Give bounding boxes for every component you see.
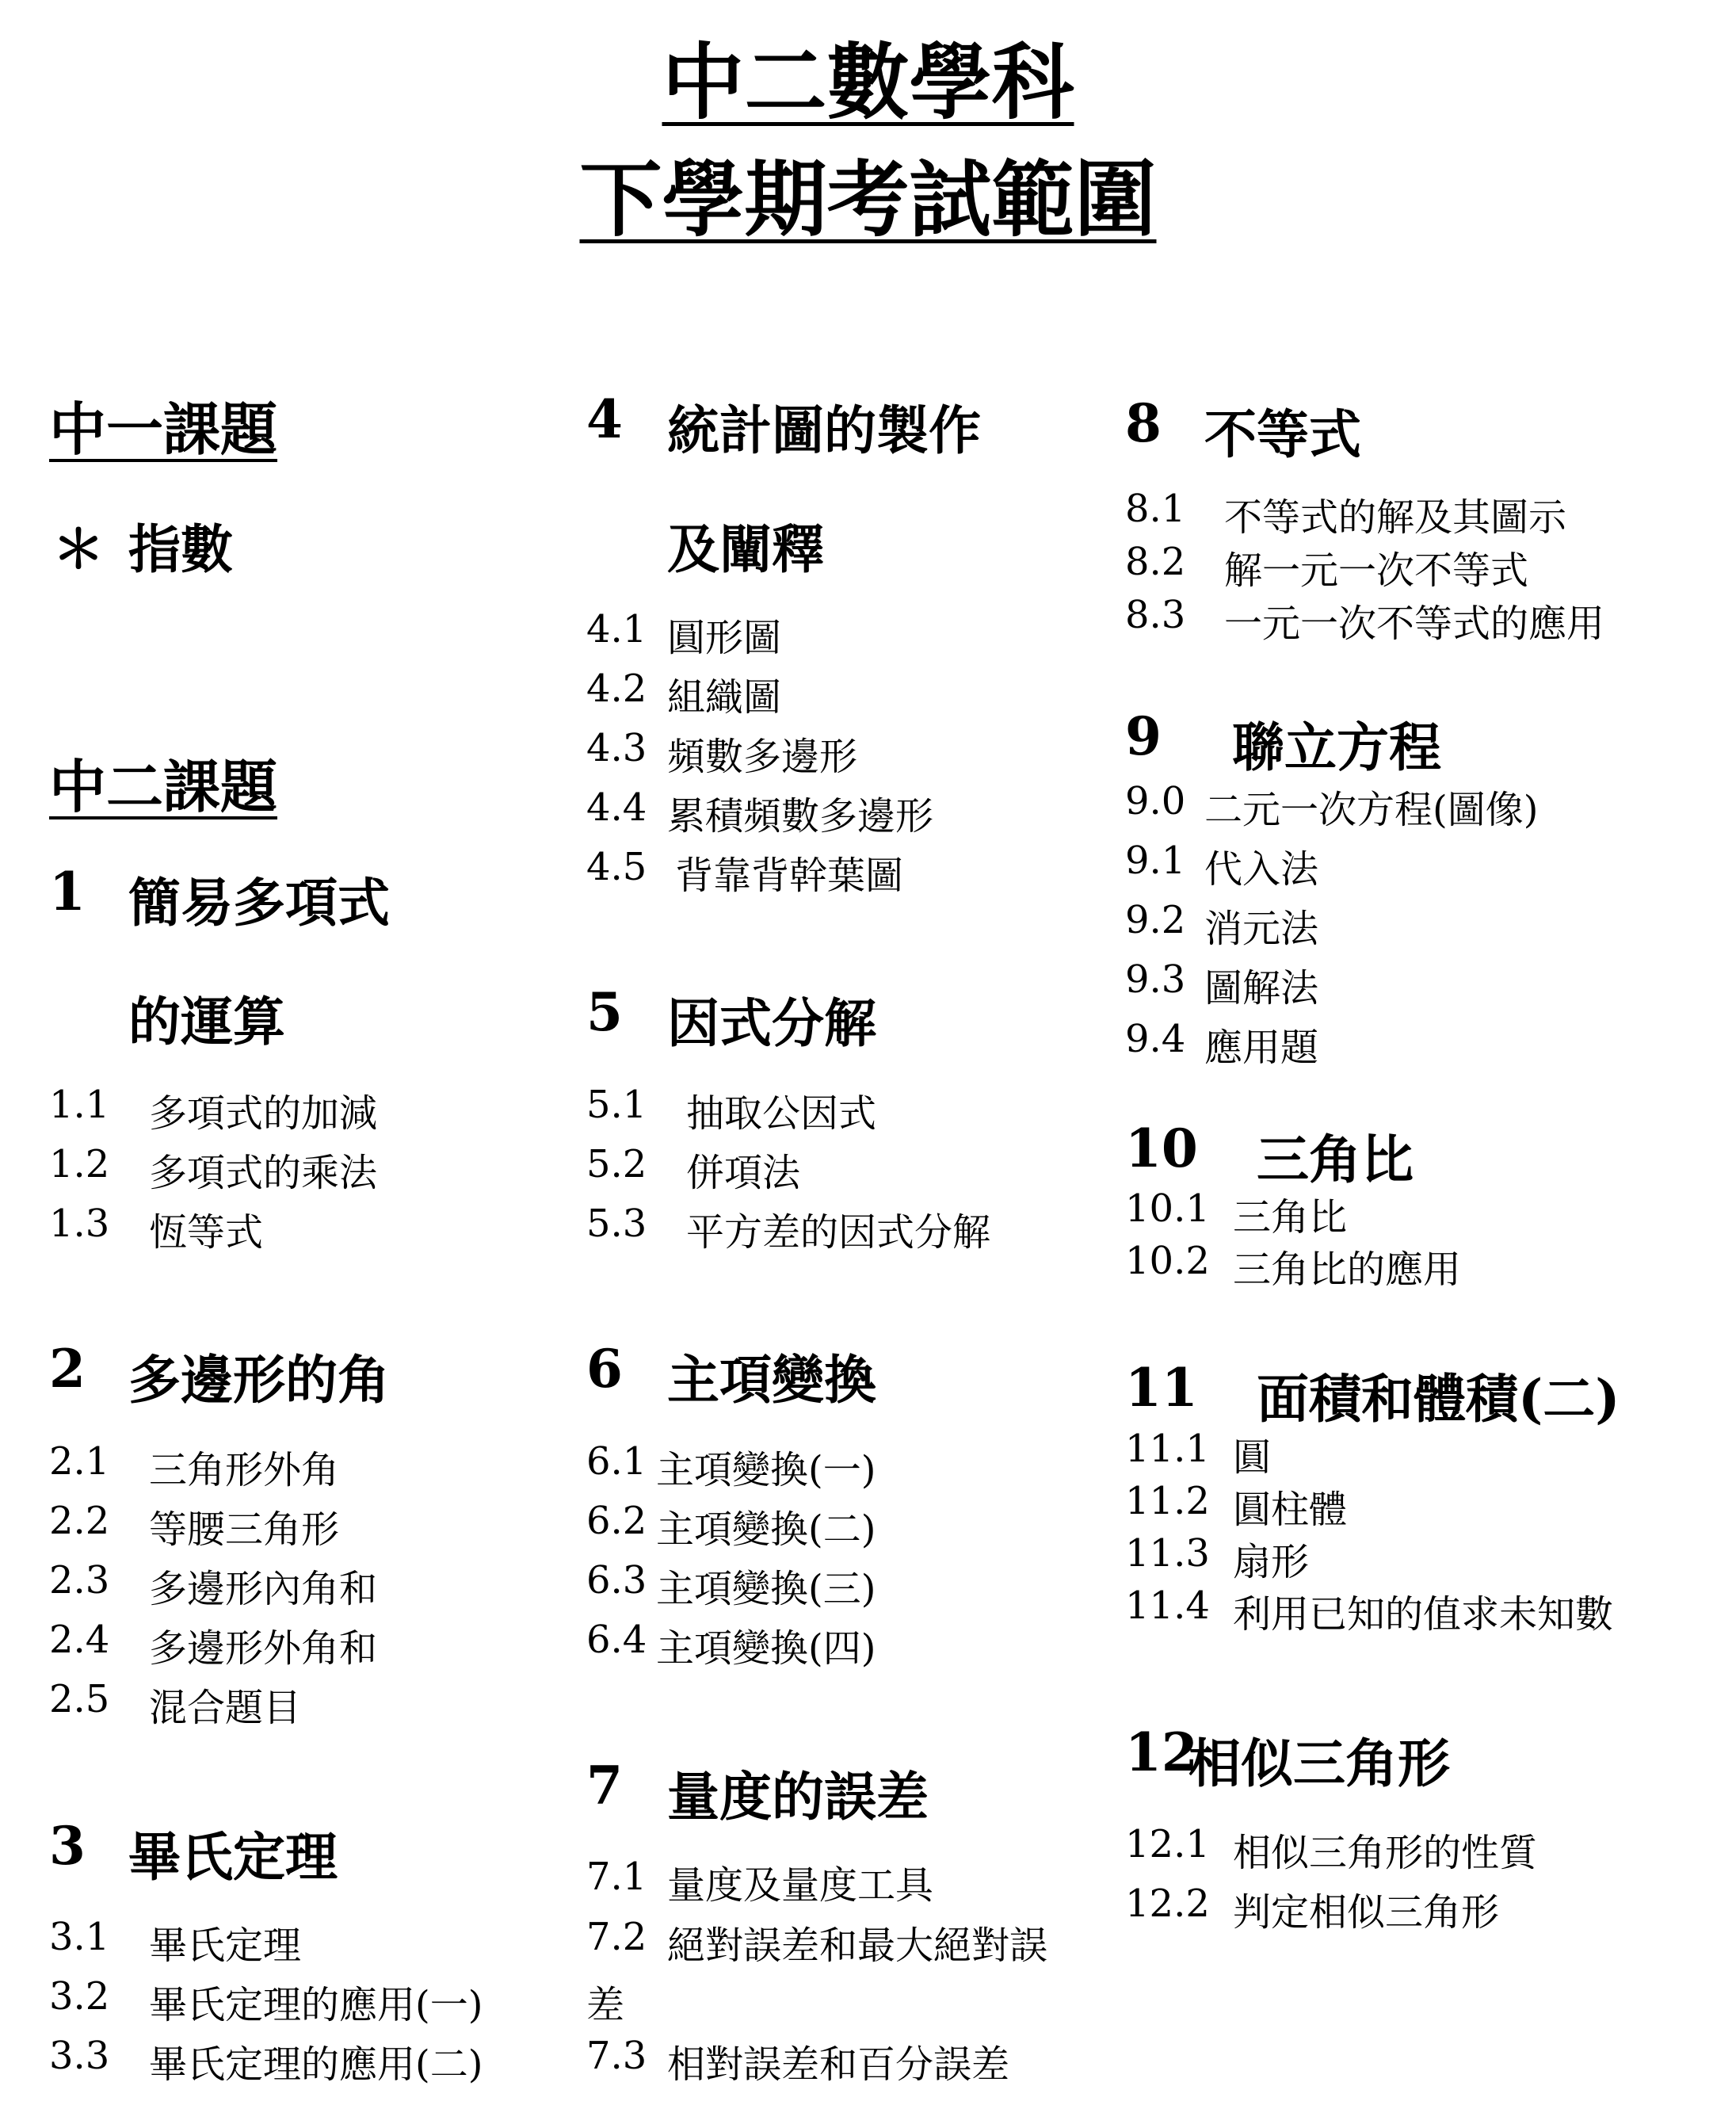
item-6-3-number: 6.3 [586, 1558, 647, 1603]
item-7-3: 相對誤差和百分誤差 [667, 2042, 1010, 2087]
item-10-1: 三角比 [1233, 1195, 1348, 1240]
item-6-3: 主項變換(三) [656, 1567, 876, 1611]
item-2-5: 混合題目 [149, 1686, 302, 1730]
item-8-2: 解一元一次不等式 [1224, 548, 1529, 593]
item-9-2: 消元法 [1204, 907, 1319, 951]
chapter-4-number: 4 [586, 388, 623, 450]
item-4-5-number: 4.5 [586, 845, 647, 889]
item-11-1: 圓 [1233, 1435, 1272, 1480]
item-8-1: 不等式的解及其圖示 [1224, 495, 1567, 540]
chapter-10-title: 三角比 [1257, 1129, 1414, 1190]
item-3-1: 畢氏定理 [149, 1924, 302, 1968]
chapter-9-title: 聯立方程 [1232, 716, 1441, 778]
item-2-4: 多邊形外角和 [149, 1626, 378, 1671]
chapter-6-title: 主項變換 [667, 1349, 876, 1411]
item-4-2-number: 4.2 [586, 667, 647, 711]
item-12-1: 相似三角形的性質 [1233, 1831, 1538, 1875]
item-4-1: 圓形圖 [667, 616, 782, 660]
f1-topic-mark: ＊ [52, 518, 105, 580]
item-1-2-number: 1.2 [49, 1142, 110, 1186]
chapter-1-title: 簡易多項式 [128, 872, 390, 934]
item-8-3-number: 8.3 [1125, 593, 1186, 637]
item-11-4-number: 11.4 [1125, 1584, 1210, 1628]
item-4-4-number: 4.4 [586, 785, 647, 830]
item-5-2: 併項法 [686, 1151, 801, 1195]
item-4-5: 背靠背幹葉圖 [675, 854, 904, 898]
item-10-2-number: 10.2 [1125, 1239, 1210, 1283]
item-2-1-number: 2.1 [49, 1439, 110, 1484]
item-3-3-number: 3.3 [49, 2034, 110, 2078]
item-3-1-number: 3.1 [49, 1915, 110, 1959]
item-9-1-number: 9.1 [1125, 839, 1186, 883]
item-2-2-number: 2.2 [49, 1499, 110, 1543]
item-5-3-number: 5.3 [586, 1201, 647, 1246]
item-4-3: 頻數多邊形 [667, 735, 858, 779]
item-9-3-number: 9.3 [1125, 957, 1186, 1002]
item-1-3: 恆等式 [149, 1210, 264, 1255]
item-12-1-number: 12.1 [1125, 1822, 1210, 1866]
item-4-2: 組織圖 [667, 675, 782, 720]
item-9-1: 代入法 [1204, 847, 1319, 892]
item-9-3: 圖解法 [1204, 966, 1319, 1010]
chapter-2-title: 多邊形的角 [128, 1349, 390, 1411]
chapter-1-number: 1 [49, 861, 86, 923]
item-6-2-number: 6.2 [586, 1499, 647, 1543]
chapter-5-title: 因式分解 [667, 992, 876, 1054]
item-3-2: 畢氏定理的應用(一) [149, 1983, 483, 2027]
item-9-2-number: 9.2 [1125, 898, 1186, 942]
item-6-1-number: 6.1 [586, 1439, 647, 1484]
item-7-2-number: 7.2 [586, 1915, 647, 1959]
chapter-8-title: 不等式 [1204, 403, 1361, 465]
chapter-7-number: 7 [586, 1755, 623, 1817]
page-title-line2: 下學期考試範圍 [579, 151, 1157, 248]
item-1-2: 多項式的乘法 [149, 1151, 378, 1195]
item-7-3-number: 7.3 [586, 2034, 647, 2078]
item-3-3: 畢氏定理的應用(二) [149, 2042, 483, 2087]
chapter-8-number: 8 [1125, 392, 1162, 454]
item-2-3-number: 2.3 [49, 1558, 110, 1603]
item-2-5-number: 2.5 [49, 1677, 110, 1721]
chapter-4-title-cont: 及闡釋 [667, 518, 824, 580]
chapter-12-title: 相似三角形 [1188, 1733, 1450, 1794]
chapter-10-number: 10 [1125, 1117, 1198, 1179]
page-title-line1: 中二數學科 [662, 33, 1074, 131]
item-11-2-number: 11.2 [1125, 1479, 1210, 1523]
item-4-3-number: 4.3 [586, 726, 647, 770]
chapter-9-number: 9 [1125, 705, 1162, 767]
item-5-2-number: 5.2 [586, 1142, 647, 1186]
item-7-1: 量度及量度工具 [667, 1863, 934, 1908]
f2-topics-heading: 中二課題 [49, 753, 278, 820]
item-1-1: 多項式的加減 [149, 1091, 378, 1136]
item-2-1: 三角形外角 [149, 1448, 340, 1492]
chapter-2-number: 2 [49, 1338, 86, 1400]
item-5-1: 抽取公因式 [686, 1091, 877, 1136]
chapter-6-number: 6 [586, 1338, 623, 1400]
chapter-3-number: 3 [49, 1815, 86, 1877]
item-8-2-number: 8.2 [1125, 540, 1186, 584]
chapter-3-title: 畢氏定理 [128, 1826, 338, 1888]
item-10-1-number: 10.1 [1125, 1186, 1210, 1231]
item-4-4: 累積頻數多邊形 [667, 794, 934, 839]
item-11-4: 利用已知的值求未知數 [1233, 1592, 1614, 1637]
item-6-4-number: 6.4 [586, 1618, 647, 1662]
chapter-7-title: 量度的誤差 [667, 1766, 929, 1828]
item-5-1-number: 5.1 [586, 1083, 647, 1127]
item-2-3: 多邊形內角和 [149, 1567, 378, 1611]
item-9-0: 二元一次方程(圖像) [1204, 788, 1539, 832]
item-10-2: 三角比的應用 [1233, 1247, 1462, 1292]
item-7-1-number: 7.1 [586, 1855, 647, 1899]
item-1-3-number: 1.3 [49, 1201, 110, 1246]
chapter-12-number: 12 [1125, 1721, 1198, 1783]
item-5-3: 平方差的因式分解 [686, 1210, 991, 1255]
item-11-3: 扇形 [1233, 1540, 1310, 1584]
item-7-2-cont: 差 [586, 1983, 625, 2027]
item-9-4: 應用題 [1204, 1026, 1319, 1070]
item-4-1-number: 4.1 [586, 607, 647, 651]
item-7-2: 絕對誤差和最大絕對誤 [667, 1924, 1048, 1968]
item-2-4-number: 2.4 [49, 1618, 110, 1662]
chapter-4-title: 統計圖的製作 [667, 399, 981, 461]
item-12-2: 判定相似三角形 [1233, 1890, 1500, 1935]
item-11-1-number: 11.1 [1125, 1427, 1210, 1471]
f1-topic: 指數 [128, 518, 233, 580]
item-12-2-number: 12.2 [1125, 1882, 1210, 1926]
item-9-0-number: 9.0 [1125, 779, 1186, 823]
chapter-1-title-cont: 的運算 [128, 991, 285, 1052]
item-3-2-number: 3.2 [49, 1974, 110, 2019]
item-6-2: 主項變換(二) [656, 1507, 876, 1552]
item-6-1: 主項變換(一) [656, 1448, 876, 1492]
item-9-4-number: 9.4 [1125, 1017, 1186, 1061]
item-8-3: 一元一次不等式的應用 [1224, 602, 1605, 646]
item-2-2: 等腰三角形 [149, 1507, 340, 1552]
item-11-3-number: 11.3 [1125, 1531, 1210, 1576]
item-11-2: 圓柱體 [1233, 1488, 1348, 1532]
item-8-1-number: 8.1 [1125, 487, 1186, 531]
item-6-4: 主項變換(四) [656, 1626, 876, 1671]
chapter-11-title: 面積和體積(二) [1257, 1368, 1620, 1430]
f1-topics-heading: 中一課題 [49, 395, 278, 463]
chapter-11-number: 11 [1125, 1357, 1198, 1419]
item-1-1-number: 1.1 [49, 1083, 110, 1127]
chapter-5-number: 5 [586, 981, 623, 1043]
